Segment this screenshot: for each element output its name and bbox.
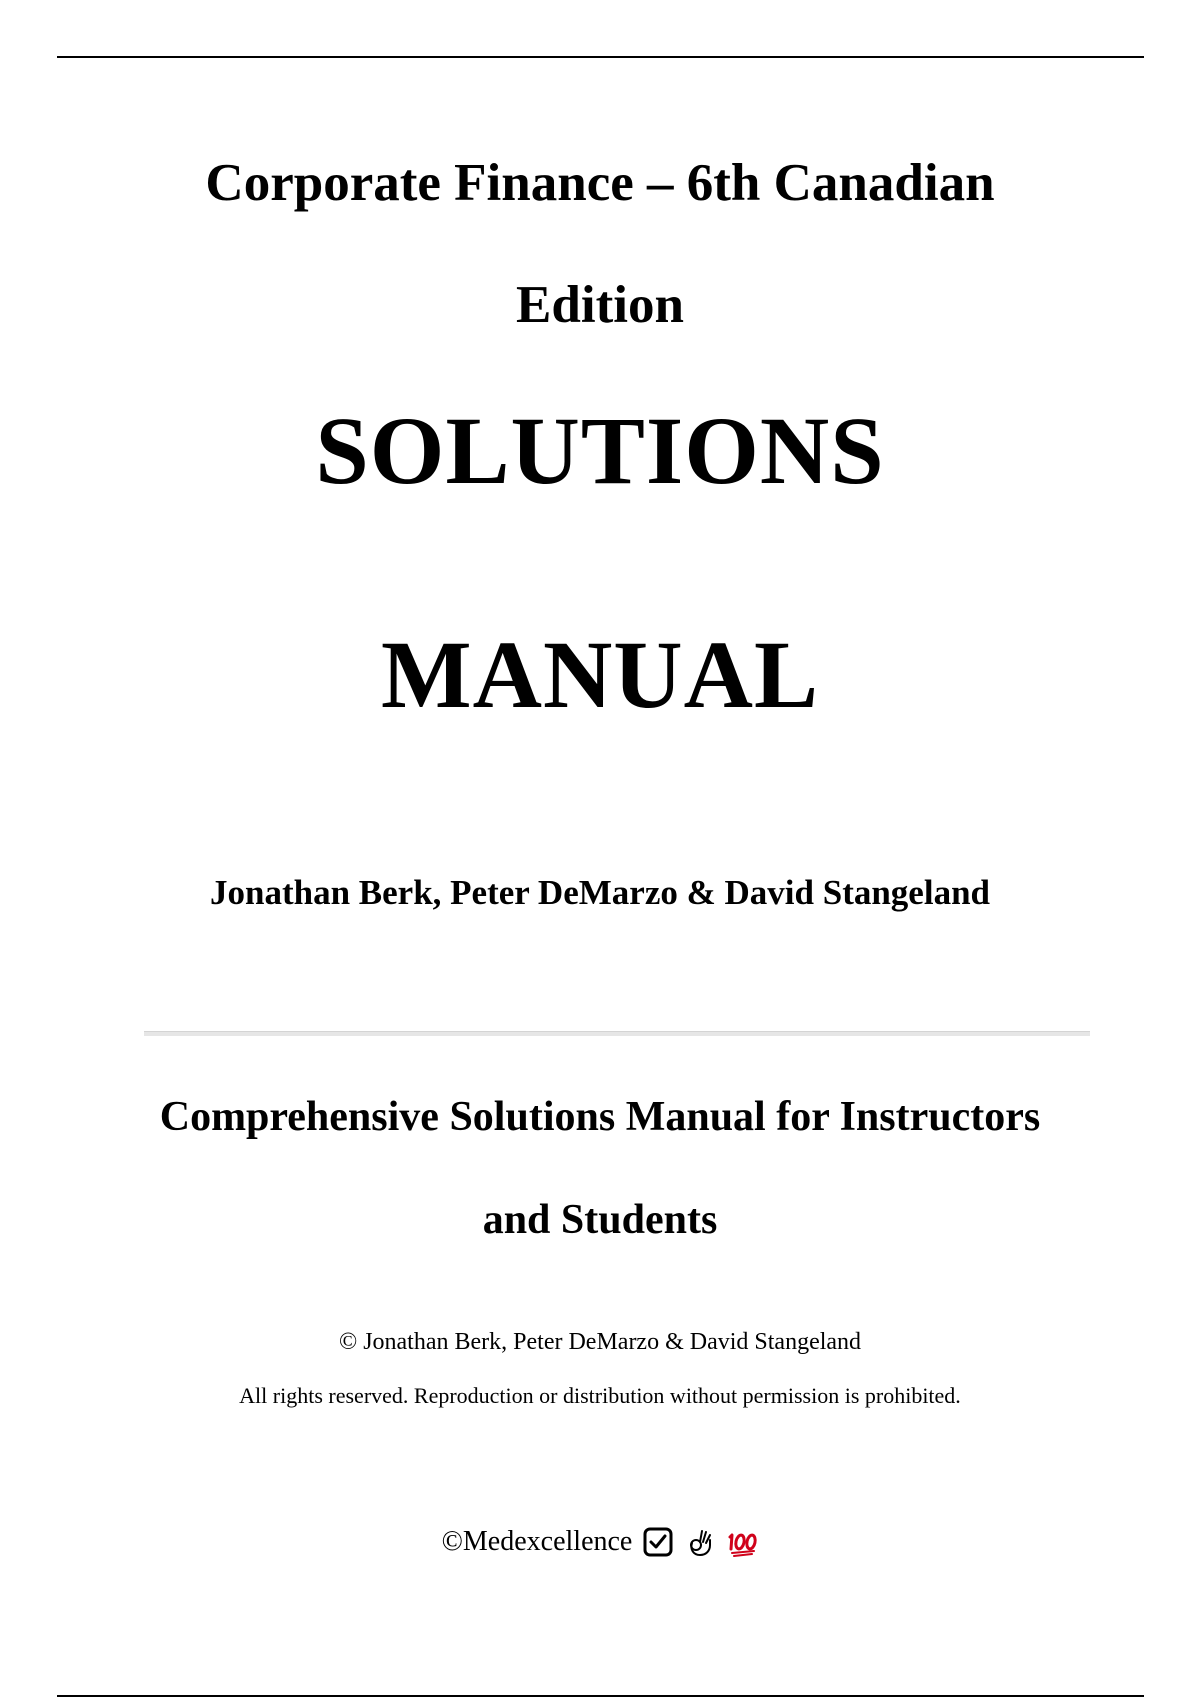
heading-solutions: SOLUTIONS	[315, 397, 885, 504]
watermark	[0, 1524, 1200, 1560]
book-title-line-1: Corporate Finance – 6th Canadian	[205, 154, 995, 212]
subtitle-line-2: and Students	[482, 1197, 718, 1243]
watermark-text: ©Medexcellence	[441, 1526, 633, 1557]
book-title-line-2: Edition	[516, 276, 684, 334]
check-box-icon	[642, 1526, 674, 1558]
bottom-rule	[57, 1695, 1144, 1697]
heading-manual: MANUAL	[381, 621, 819, 728]
rights-notice: All rights reserved. Reproduction or distribution without permission is prohibited.	[239, 1383, 961, 1408]
copyright-notice: © Jonathan Berk, Peter DeMarzo & David Stangeland	[338, 1329, 862, 1355]
top-rule	[57, 56, 1144, 58]
subtitle-line-1: Comprehensive Solutions Manual for Instructors	[159, 1094, 1041, 1140]
authors: Jonathan Berk, Peter DeMarzo & David Stangeland	[210, 873, 990, 912]
hundred-points-icon	[726, 1526, 758, 1558]
section-divider	[144, 1031, 1090, 1036]
ok-hand-icon	[684, 1526, 716, 1558]
